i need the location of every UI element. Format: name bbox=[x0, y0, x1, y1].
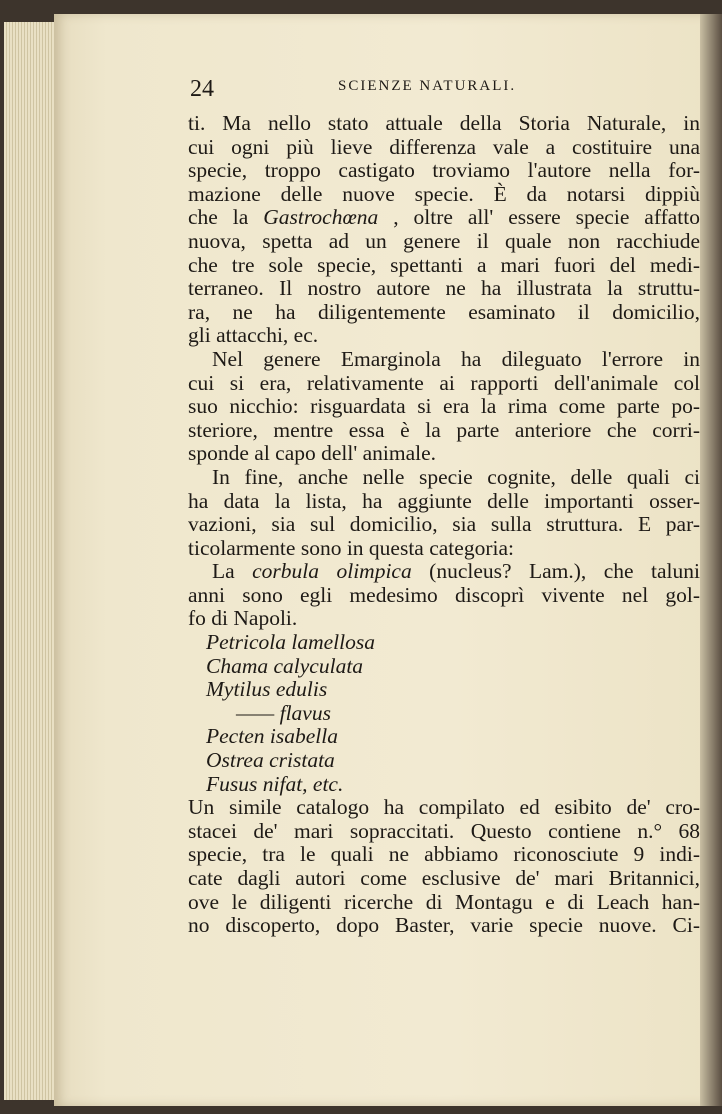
page-gutter-shadow bbox=[700, 14, 722, 1106]
text-line: Nel genere Emarginola ha dileguato l'errore in bbox=[212, 346, 700, 371]
text-line: terraneo. Il nostro autore ne ha illustrata la struttu- bbox=[188, 276, 700, 301]
text-line: cate dagli autori come esclusive de' mari Britannici, bbox=[188, 866, 700, 890]
text-line: specie, troppo castigato troviamo l'autore nella for- bbox=[188, 158, 700, 183]
text-line: anni sono egli medesimo discoprì vivente nel gol- bbox=[188, 582, 700, 607]
text-line: gli attacchi, ec. bbox=[188, 323, 319, 348]
text-line: mazione delle nuove specie. È da notarsi dippiù bbox=[188, 181, 700, 206]
text-line: cui si era, relativamente ai rapporti dell'animale col bbox=[188, 370, 700, 395]
species-list bbox=[188, 631, 700, 796]
species-item: Fusus nifat, etc. bbox=[206, 771, 344, 796]
text-line: ove le diligenti ricerche di Montagu e di Leach han- bbox=[188, 889, 700, 914]
species-item: Petricola lamellosa bbox=[206, 630, 375, 655]
text-line: In fine, anche nelle specie cognite, delle quali ci bbox=[212, 464, 700, 489]
species-item: —— flavus bbox=[236, 700, 331, 725]
text-line: Un simile catalogo ha compilato ed esibito de' cro- bbox=[188, 795, 700, 820]
species-item: Ostrea cristata bbox=[206, 748, 335, 773]
paragraph-2 bbox=[188, 348, 700, 466]
genus-name: Gastrochœna bbox=[263, 205, 379, 230]
book-page-edges bbox=[4, 22, 57, 1100]
species-item: Pecten isabella bbox=[206, 724, 338, 749]
text-line: nuova, spetta ad un genere il quale non racchiude bbox=[188, 228, 700, 253]
text-line: specie, tra le quali ne abbiamo riconosciute 9 indi- bbox=[188, 842, 700, 867]
text-line: suo nicchio: risguardata si era la rima come parte po- bbox=[188, 394, 700, 419]
species-item: Mytilus edulis bbox=[206, 677, 328, 702]
species-name: corbula olimpica bbox=[252, 559, 412, 584]
text-line: che tre sole specie, spettanti a mari fuori del medi- bbox=[188, 252, 700, 277]
text-line: steriore, mentre essa è la parte anteriore che corri- bbox=[188, 417, 700, 442]
paragraph-5 bbox=[188, 796, 700, 938]
page-text bbox=[188, 76, 700, 938]
text-line: che la Gastrochœna , oltre all' essere specie affatto bbox=[188, 205, 701, 230]
text-line: ra, ne ha diligentemente esaminato il domicilio, bbox=[188, 299, 700, 324]
running-title: SCIENZE NATURALI. bbox=[338, 78, 517, 94]
text-line: ti. Ma nello stato attuale della Storia Naturale, in bbox=[188, 111, 700, 135]
text-line: vazioni, sia sul domicilio, sia sulla struttura. E par- bbox=[188, 512, 700, 537]
text-line: no discoperto, dopo Baster, varie specie nuove. Ci- bbox=[188, 913, 700, 938]
paragraph-1 bbox=[188, 112, 700, 348]
species-item: Chama calyculata bbox=[206, 653, 364, 678]
text-line: ticolarmente sono in questa categoria: bbox=[188, 535, 514, 560]
text-line: stacei de' mari sopraccitati. Questo contiene n.° 68 bbox=[188, 818, 700, 843]
text-line: fo di Napoli. bbox=[188, 606, 298, 631]
page-number: 24 bbox=[190, 76, 214, 102]
paragraph-3 bbox=[188, 466, 700, 560]
running-header bbox=[188, 76, 700, 112]
text-line: sponde al capo dell' animale. bbox=[188, 441, 437, 466]
text-line: ha data la lista, ha aggiunte delle importanti osser- bbox=[188, 488, 700, 513]
text-line: cui ogni più lieve differenza vale a costituire una bbox=[188, 134, 700, 159]
text-line: La corbula olimpica (nucleus? Lam.), che taluni bbox=[212, 559, 701, 584]
paragraph-4 bbox=[188, 560, 700, 631]
